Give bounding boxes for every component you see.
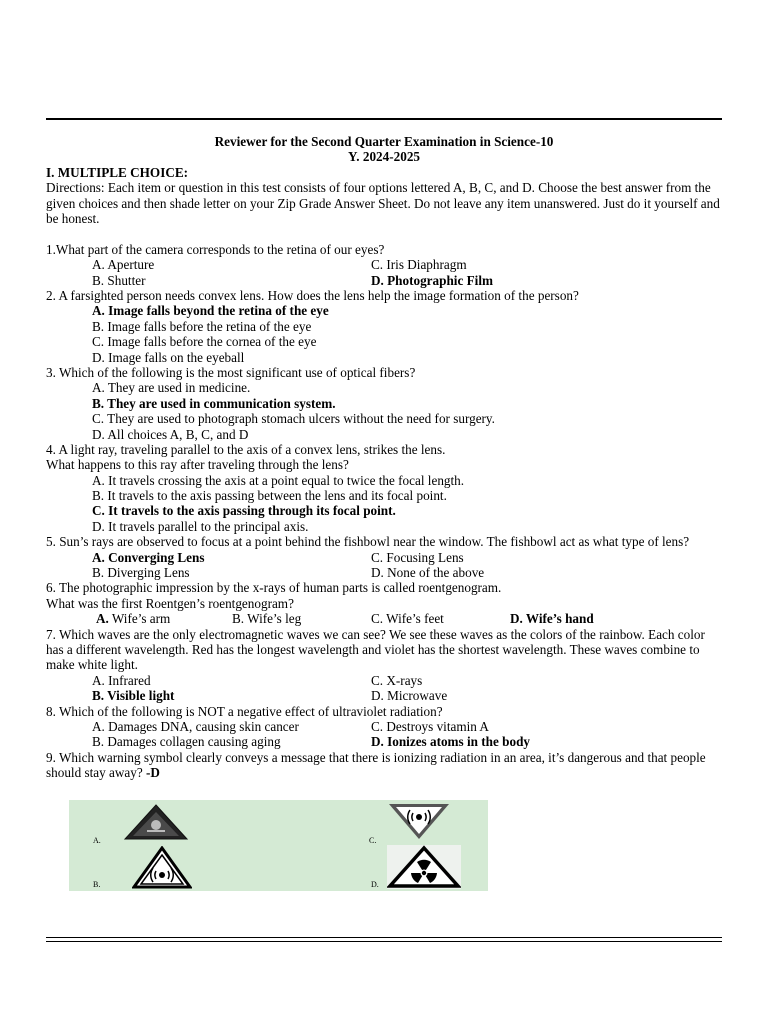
q8-option-c: C. Destroys vitamin A — [371, 719, 489, 734]
q4-option-a: A. It travels crossing the axis at a point equal to twice the focal length. — [92, 472, 465, 488]
inverted-radiation-warning-icon — [387, 802, 451, 840]
q6-stem-2: What was the first Roentgen’s roentgenogram? — [46, 595, 294, 611]
q5-row2 — [46, 565, 722, 580]
document-title: Reviewer for the Second Quarter Examination in Science-10 — [214, 134, 554, 149]
q9-stem-block — [46, 750, 722, 781]
q7-option-a: A. Infrared — [92, 672, 151, 688]
q4-option-d: D. It travels parallel to the principal axis. — [92, 518, 309, 534]
q4-stem-2: What happens to this ray after traveling through the lens? — [46, 457, 349, 473]
q1-row2 — [46, 273, 722, 288]
q5-option-c: C. Focusing Lens — [371, 549, 464, 565]
radio-wave-warning-icon — [132, 846, 192, 889]
q1-option-a: A. Aperture — [92, 257, 155, 273]
q5-row1 — [46, 550, 722, 565]
ionizing-radiation-trefoil-icon — [387, 845, 461, 889]
q1-stem: 1.What part of the camera corresponds to the retina of our eyes? — [46, 241, 385, 257]
q1-option-b: B. Shutter — [92, 272, 146, 288]
q5-option-b: B. Diverging Lens — [92, 565, 190, 581]
q6-option-a — [96, 611, 170, 626]
q7-option-b: B. Visible light — [92, 688, 175, 704]
q6-option-b: B. Wife’s leg — [232, 611, 302, 627]
q5-stem: 5. Sun’s rays are observed to focus at a point behind the fishbowl near the window. The fishbowl act as what type of lens? — [46, 534, 690, 550]
q6-option-d: D. Wife’s hand — [510, 611, 594, 627]
q7-option-c: C. X-rays — [371, 672, 423, 688]
q7-option-d: D. Microwave — [371, 688, 448, 704]
q2-option-a: A. Image falls beyond the retina of the eye — [92, 303, 329, 319]
q5-option-a: A. Converging Lens — [92, 549, 205, 565]
q2-option-b: B. Image falls before the retina of the eye — [92, 318, 312, 334]
q3-option-d: D. All choices A, B, C, and D — [92, 426, 249, 442]
q7-row1 — [46, 673, 722, 688]
q8-option-a: A. Damages DNA, causing skin cancer — [92, 719, 299, 734]
q3-stem: 3. Which of the following is the most significant use of optical fibers? — [46, 364, 416, 380]
q6-stem-1: 6. The photographic impression by the x-rays of human parts is called roentgenogram. — [46, 580, 502, 596]
q8-row2 — [46, 734, 722, 749]
symbol-label-b: B. — [93, 880, 101, 889]
q2-stem: 2. A farsighted person needs convex lens. How does the lens help the image formation of the person? — [46, 288, 579, 303]
q6-option-a-text: Wife’s arm — [108, 611, 171, 627]
symbol-label-a: A. — [93, 836, 101, 845]
q3-option-c: C. They are used to photograph stomach ulcers without the need for surgery. — [92, 411, 495, 427]
q3-option-b: B. They are used in communication system. — [92, 395, 336, 411]
q1-row1 — [46, 257, 722, 272]
q2-option-d: D. Image falls on the eyeball — [92, 349, 245, 365]
directions: Directions: Each item or question in this test consists of four options lettered A, B, C, and D. Choose the best answer from the given choices and then shade letter on your Zip Grade Answer Sheet. Do not leave any item unanswered. Just do it yourself and be honest. — [46, 180, 720, 227]
q6-option-c: C. Wife’s feet — [371, 611, 444, 627]
q1-option-d: D. Photographic Film — [371, 272, 493, 288]
q8-row1 — [46, 719, 722, 734]
document-body — [46, 134, 722, 781]
q3-option-a: A. They are used in medicine. — [92, 380, 251, 396]
q4-option-c: C. It travels to the axis passing through its focal point. — [92, 503, 396, 519]
q9-answer: -D — [142, 765, 160, 781]
warning-symbols-image — [69, 800, 488, 891]
section-heading: I. MULTIPLE CHOICE: — [46, 164, 189, 180]
q8-stem: 8. Which of the following is NOT a negative effect of ultraviolet radiation? — [46, 703, 443, 719]
bottom-rule — [46, 937, 722, 938]
q8-option-b: B. Damages collagen causing aging — [92, 734, 281, 750]
q1-option-c: C. Iris Diaphragm — [371, 257, 467, 273]
q2-option-c: C. Image falls before the cornea of the eye — [92, 334, 317, 350]
q6-option-a-letter: A. — [96, 611, 109, 627]
q8-option-d: D. Ionizes atoms in the body — [371, 734, 530, 750]
bottom-rule-thin — [46, 941, 722, 942]
q6-options-row — [46, 611, 722, 626]
q7-row2 — [46, 688, 722, 703]
q4-stem-1: 4. A light ray, traveling parallel to the axis of a convex lens, strikes the lens. — [46, 441, 446, 457]
q9-stem: 9. Which warning symbol clearly conveys a message that there is ionizing radiation in an area, it’s dangerous and that people should stay away? — [46, 749, 706, 781]
q7-stem: 7. Which waves are the only electromagnetic waves we can see? We see these waves as the colors of the rainbow. Each color has a different wavelength. Red has the longest wavelength and violet has the shortest wavelength. These waves combine to make white light. — [46, 626, 705, 673]
toxic-warning-icon — [123, 803, 189, 841]
school-year: Y. 2024-2025 — [347, 149, 421, 165]
top-rule — [46, 118, 722, 120]
q4-option-b: B. It travels to the axis passing between the lens and its focal point. — [92, 488, 447, 504]
symbol-label-d: D. — [371, 880, 379, 889]
q5-option-d: D. None of the above — [371, 565, 485, 581]
symbol-label-c: C. — [369, 836, 377, 845]
